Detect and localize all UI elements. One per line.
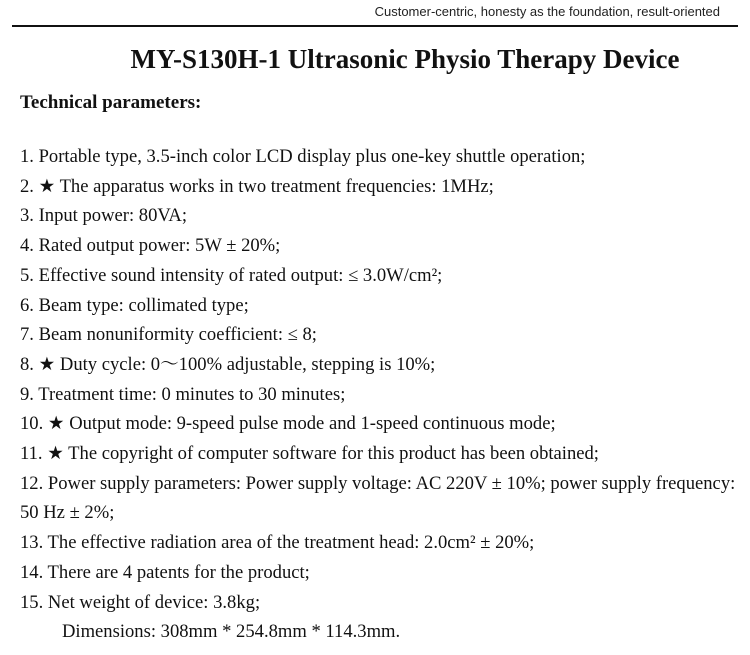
list-item: 2. ★ The apparatus works in two treatment frequencies: 1MHz; — [20, 175, 494, 197]
list-item: 11. ★ The copyright of computer software for this product has been obtained; — [20, 443, 599, 465]
list-item: 15. Net weight of device: 3.8kg; — [20, 591, 261, 613]
header-divider — [12, 25, 738, 27]
list-item: 14. There are 4 patents for the product; — [20, 561, 310, 583]
list-item: 4. Rated output power: 5W ± 20%; — [20, 235, 281, 257]
list-item: 12. Power supply parameters: Power supply voltage: AC 220V ± 10%; power supply frequency: 50 Hz ± 2%; — [20, 472, 736, 524]
list-item: 3. Input power: 80VA; — [20, 205, 187, 227]
dimensions: Dimensions: 308mm * 254.8mm * 114.3mm. — [62, 621, 401, 643]
list-item: 5. Effective sound intensity of rated output: ≤ 3.0W/cm²; — [20, 264, 443, 286]
list-item: 7. Beam nonuniformity coefficient: ≤ 8; — [20, 324, 317, 346]
header-slogan: Customer-centric, honesty as the foundation, result-oriented — [374, 4, 720, 19]
list-item: 8. ★ Duty cycle: 0～100% adjustable, stepping is 10%; — [20, 353, 436, 375]
list-item: 13. The effective radiation area of the treatment head: 2.0cm² ± 20%; — [20, 532, 535, 554]
page-title: MY-S130H-1 Ultrasonic Physio Therapy Device — [130, 44, 680, 74]
list-item: 10. ★ Output mode: 9-speed pulse mode and 1-speed continuous mode; — [20, 413, 556, 435]
parameter-list — [20, 142, 745, 647]
section-heading: Technical parameters: — [20, 92, 202, 113]
list-item: 9. Treatment time: 0 minutes to 30 minutes; — [20, 383, 346, 405]
list-item: 1. Portable type, 3.5-inch color LCD display plus one-key shuttle operation; — [20, 146, 586, 167]
list-item: 6. Beam type: collimated type; — [20, 294, 249, 316]
